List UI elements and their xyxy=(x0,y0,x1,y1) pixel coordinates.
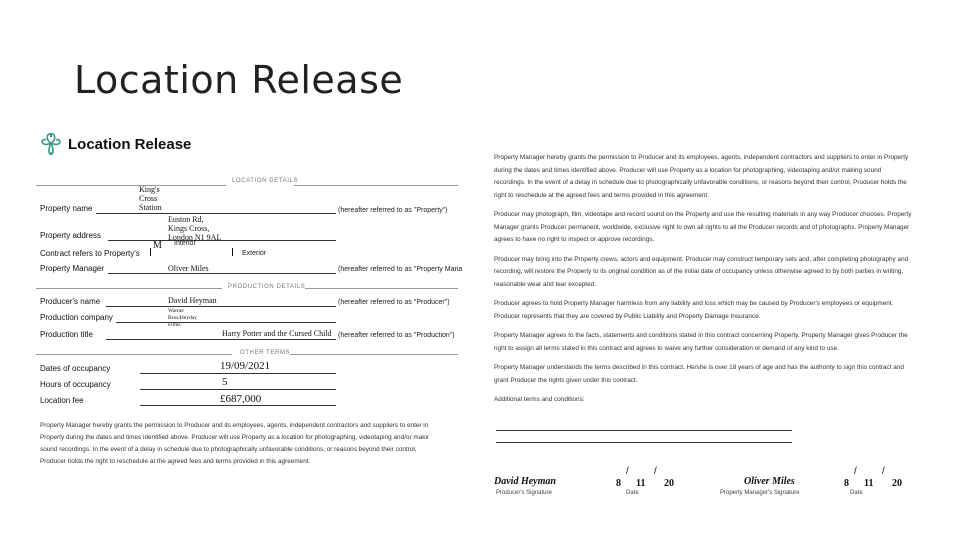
underline xyxy=(116,322,336,323)
producer-name-value: David Heyman xyxy=(168,296,217,305)
document-heading: Location Release xyxy=(68,136,192,153)
date-separator: / xyxy=(654,466,657,477)
production-title-label: Production title xyxy=(40,330,93,339)
location-release-document xyxy=(36,126,926,496)
hours-label: Hours of occupancy xyxy=(40,380,111,389)
producer-date-day: 8 xyxy=(616,478,621,489)
property-manager-value: Oliver Miles xyxy=(168,264,209,273)
section-divider xyxy=(298,288,458,289)
underline xyxy=(106,339,336,340)
underline xyxy=(106,306,336,307)
additional-terms-line[interactable] xyxy=(496,430,792,431)
left-paragraph-line: sound recordings. In the event of a delay in schedule due to photographically unfavorable conditions, or reasons beyond their control, xyxy=(40,446,417,453)
property-address-label: Property address xyxy=(40,231,101,240)
manager-signature-caption: Property Manager's Signature xyxy=(720,490,800,496)
fee-value: £687,000 xyxy=(220,393,262,405)
terms-paragraph: Producer agrees to hold Property Manager harmless from any liability and loss which may be caused by Producer's employees or equipment. Producer represents that they are covered by Public Liability and Property Damage Insurance. xyxy=(494,300,894,320)
property-manager-label: Property Manager xyxy=(40,264,105,273)
producer-date-year: 20 xyxy=(664,478,674,489)
section-divider xyxy=(36,185,226,186)
manager-date-year: 20 xyxy=(892,478,902,489)
manager-date-day: 8 xyxy=(844,478,849,489)
production-company-label: Production company xyxy=(40,313,113,322)
terms-paragraph: Property Manager understands the terms described in this contract. He/she is over 18 years of age and has the authority to sign this contract and grant Producer the rights given under this contract. xyxy=(494,364,904,384)
production-title-note: (hereafter referred to as "Production") xyxy=(338,332,455,339)
manager-date-month: 11 xyxy=(864,478,874,489)
terms-paragraph: Property Manager hereby grants the permission to Producer and its employees, agents, independent contractors and suppliers to enter in Property during the dates and times identified above. Producer will use Property as a location for photographing, videotaping and/or making sound recordings. In the event of a delay in schedule due to photographically unfavorable conditions, or reasons beyond their control, Producer holds the right to reschedule at the agreed fees and terms provided in this agreement. xyxy=(494,154,909,199)
underline xyxy=(140,373,336,374)
hours-value: 5 xyxy=(222,376,228,388)
clover-icon xyxy=(38,128,64,160)
property-name-value: King's Cross Station xyxy=(139,185,162,212)
producer-signature: David Heyman xyxy=(494,476,556,487)
date-separator: / xyxy=(626,466,629,477)
producer-signature-caption: Producer's Signature xyxy=(496,490,552,496)
fee-label: Location fee xyxy=(40,396,84,405)
additional-terms-line[interactable] xyxy=(496,442,792,443)
producer-name-label: Producer's name xyxy=(40,297,101,306)
section-label-other: OTHER TERMS xyxy=(240,350,291,356)
property-name-label: Property name xyxy=(40,204,93,213)
left-paragraph-line: Property Manager hereby grants the permission to Producer and its employees, agents, independent contractors and suppliers to enter in xyxy=(40,422,429,429)
interior-label: Interior xyxy=(174,240,196,247)
underline xyxy=(108,240,336,241)
underline xyxy=(96,213,336,214)
exterior-label: Exterior xyxy=(242,250,267,257)
contract-refers-label: Contract refers to Property's xyxy=(40,249,140,258)
manager-signature: Oliver Miles xyxy=(744,476,795,487)
terms-paragraph: Producer may bring into the Property crews, actors and equipment. Producer may construct temporary sets and, after completing photography and recording, will restore the Property to its original condition as of the initial date of occupancy unless otherwise agreed to by both parties in writing, reasonable wear and tear excepted. xyxy=(494,255,909,288)
property-name-note: (hereafter referred to as "Property") xyxy=(338,207,448,214)
underline xyxy=(108,273,336,274)
producer-name-note: (hereafter referred to as "Producer") xyxy=(338,299,450,306)
producer-date-month: 11 xyxy=(636,478,646,489)
terms-paragraph: Property Manager agrees to the facts, statements and conditions stated in this contract concerning Property. Property Manager gives Producer the right to assign all terms stated in this contract and agrees to waive any further consideration or demand of any kind to use. xyxy=(494,332,908,352)
production-title-value: Harry Potter and the Cursed Child xyxy=(222,329,332,338)
date-separator: / xyxy=(854,466,857,477)
section-divider xyxy=(288,354,458,355)
section-divider xyxy=(294,185,458,186)
dates-label: Dates of occupancy xyxy=(40,364,111,373)
date-caption: Date xyxy=(626,490,639,496)
underline xyxy=(140,405,336,406)
left-paragraph-line: Property during the dates and times identified above. Producer will use Property as a location for photographing, videotaping and/or makir xyxy=(40,434,429,441)
property-address-value: Euston Rd, Kings Cross, London N1 9AL xyxy=(168,215,222,242)
date-separator: / xyxy=(882,466,885,477)
left-paragraph-line: Producer holds the right to reschedule at the agreed fees and terms provided in this agreement. xyxy=(40,458,311,465)
slide-title: Location Release xyxy=(74,58,404,102)
interior-check-mark: M xyxy=(153,240,162,251)
date-caption: Date xyxy=(850,490,863,496)
production-company-value: Warner Bros/Heyday Films xyxy=(168,308,198,328)
exterior-checkbox[interactable] xyxy=(232,248,240,256)
dates-value: 19/09/2021 xyxy=(220,360,271,372)
section-divider xyxy=(36,288,222,289)
additional-terms-label: Additional terms and conditions: xyxy=(494,396,585,403)
underline xyxy=(140,389,336,390)
terms-column xyxy=(494,152,914,414)
terms-paragraph: Producer may photograph, film, videotape and record sound on the Property and use the resulting materials in any way Producer chooses. Property Manager grants Producer permanent, worldwide, exclusive right to own all rights to all the Producer records and of photographs. Property Manager agrees to have no right to inspect or approve recordings. xyxy=(494,211,912,243)
property-manager-note: (hereafter referred to as "Property Mana xyxy=(338,266,463,273)
section-label-production: PRODUCTION DETAILS xyxy=(228,284,306,290)
section-divider xyxy=(36,354,232,355)
section-label-location: LOCATION DETAILS xyxy=(232,178,299,184)
